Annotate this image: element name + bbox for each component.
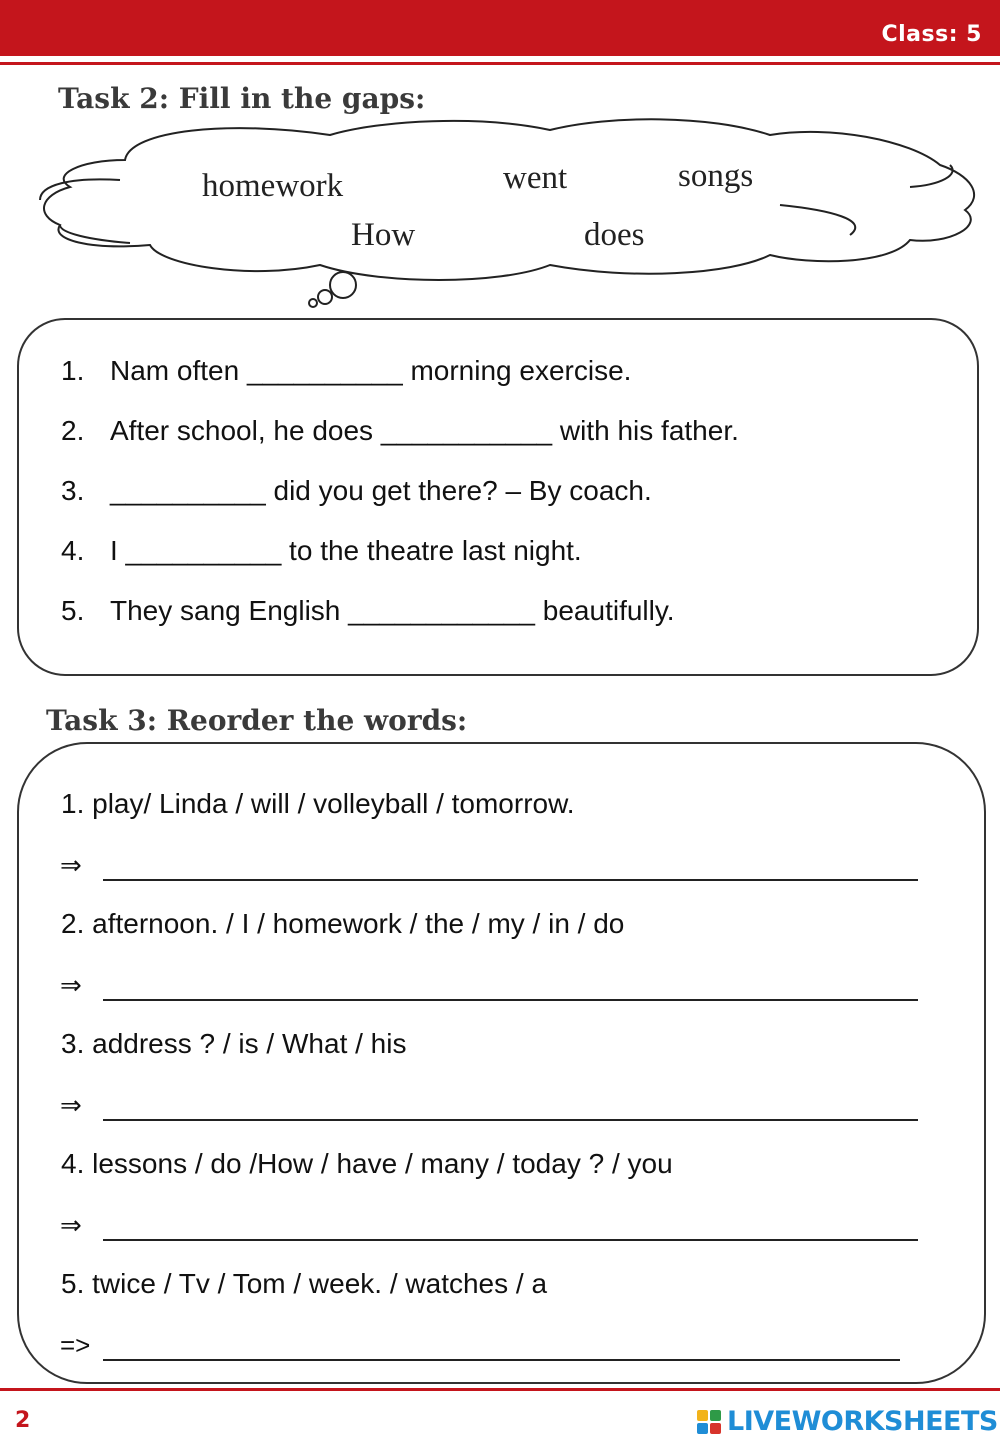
task2-item-text: Nam often __________ morning exercise. — [110, 355, 632, 386]
liveworksheets-wordmark: LIVEWORKSHEETS — [727, 1406, 998, 1437]
task3-answer-2[interactable] — [103, 999, 918, 1001]
answer-arrow-icon: ⇒ — [60, 1091, 82, 1121]
task3-answer-1[interactable] — [103, 879, 918, 881]
task2-item-text: I __________ to the theatre last night. — [110, 535, 582, 566]
word-bank-cloud — [30, 115, 980, 310]
footer-divider — [0, 1388, 1000, 1391]
class-label: Class: 5 — [881, 22, 982, 47]
task3-prompt-4: 4. lessons / do /How / have / many / today ? / you — [61, 1148, 673, 1179]
word-bank-does[interactable]: does — [584, 217, 645, 253]
page-number: 2 — [15, 1408, 31, 1433]
header-divider — [0, 62, 1000, 65]
word-bank-went[interactable]: went — [503, 160, 568, 196]
word-bank-homework[interactable]: homework — [202, 168, 344, 204]
task2-item-number: 3. — [61, 475, 85, 506]
header-bar — [0, 0, 1000, 56]
task3-answer-3[interactable] — [103, 1119, 918, 1121]
word-bank-how[interactable]: How — [351, 217, 416, 253]
task2-item-text: __________ did you get there? – By coach. — [110, 475, 652, 506]
task3-answer-5[interactable] — [103, 1359, 900, 1361]
task3-prompt-1: 1. play/ Linda / will / volleyball / tomorrow. — [61, 788, 575, 819]
word-bank-songs[interactable]: songs — [678, 158, 754, 194]
task3-prompt-5: 5. twice / Tv / Tom / week. / watches / a — [61, 1268, 548, 1299]
task3-prompt-2: 2. afternoon. / I / homework / the / my / in / do — [61, 908, 625, 939]
task2-item-number: 1. — [61, 355, 85, 386]
task2-title: Task 2: Fill in the gaps: — [58, 82, 426, 115]
task3-prompt-3: 3. address ? / is / What / his — [61, 1028, 407, 1059]
liveworksheets-icon — [697, 1410, 721, 1434]
liveworksheets-logo[interactable] — [697, 1406, 998, 1437]
answer-arrow-icon: ⇒ — [60, 1211, 82, 1241]
answer-arrow-text: => — [60, 1330, 91, 1360]
answer-arrow-icon: ⇒ — [60, 851, 82, 881]
task2-item-number: 5. — [61, 595, 85, 626]
task2-item-text: After school, he does ___________ with his father. — [110, 415, 739, 446]
task2-item-number: 2. — [61, 415, 85, 446]
task3-title: Task 3: Reorder the words: — [46, 704, 468, 737]
answer-arrow-icon: ⇒ — [60, 971, 82, 1001]
task3-answer-4[interactable] — [103, 1239, 918, 1241]
task2-item-text: They sang English ____________ beautifully. — [110, 595, 675, 626]
task2-item-number: 4. — [61, 535, 85, 566]
